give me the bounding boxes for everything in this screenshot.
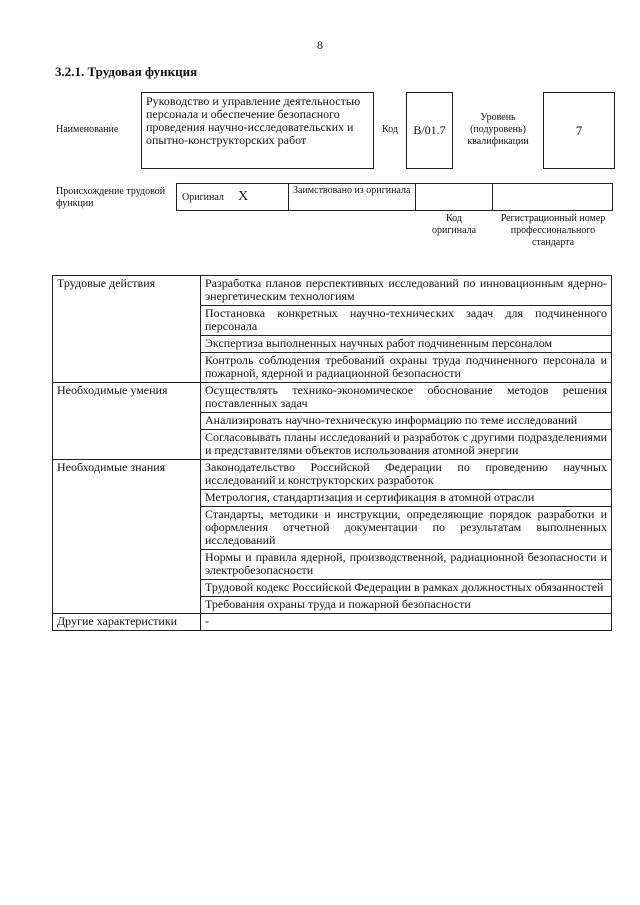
level-value: 7 (575, 123, 583, 138)
table-row (53, 383, 612, 413)
item-cell: Нормы и правила ядерной, производственной, радиационной безопасности и электробезопасности (201, 550, 612, 580)
item-cell: Контроль соблюдения требований охраны труда подчиненного персонала и пожарной, ядерной и радиационной безопасности (201, 353, 612, 383)
item-cell: - (201, 614, 612, 631)
item-cell: Требования охраны труда и пожарной безопасности (201, 597, 612, 614)
page-number: 8 (317, 38, 323, 52)
code-original-caption: Код оригинала (431, 213, 477, 236)
function-name-text: Руководство и управление деятельностью персонала и обеспечение безопасного проведения научно-исследовательских и опытно-конструкторских работ (146, 94, 361, 147)
code-value: B/01.7 (413, 123, 446, 137)
item-cell: Согласовывать планы исследований и разработок с другими подразделениями и представителями объектов использования атомной энергии (201, 430, 612, 460)
origin-divider-1 (288, 183, 289, 211)
item-cell: Трудовой кодекс Российской Федерации в рамках должностных обязанностей (201, 580, 612, 597)
name-label: Наименование (56, 124, 119, 135)
competency-table (52, 275, 612, 631)
category-cell: Необходимые умения (53, 383, 201, 460)
level-label: Уровень (подуровень) квалификации (467, 112, 529, 147)
item-cell: Экспертиза выполненных научных работ подчиненным персоналом (201, 336, 612, 353)
code-label: Код (382, 124, 398, 135)
item-cell: Метрология, стандартизация и сертификация в атомной отрасли (201, 490, 612, 507)
item-cell: Осуществлять технико-экономическое обоснование методов решения поставленных задач (201, 383, 612, 413)
category-cell: Другие характеристики (53, 614, 201, 631)
table-row (53, 614, 612, 631)
function-name-box (141, 92, 374, 169)
table-row (53, 460, 612, 490)
origin-divider-3 (492, 183, 493, 211)
table-row (53, 276, 612, 306)
reg-number-caption: Регистрационный номер профессионального стандарта (500, 213, 606, 248)
item-cell: Стандарты, методики и инструкции, определяющие порядок разработки и оформления отчетной документации по результатам выполненных исследований (201, 507, 612, 550)
origin-divider-2 (415, 183, 416, 211)
section-title: 3.2.1. Трудовая функция (55, 64, 198, 79)
original-label: Оригинал (182, 192, 224, 203)
category-cell: Трудовые действия (53, 276, 201, 383)
code-box (406, 92, 453, 169)
item-cell: Законодательство Российской Федерации по проведению научных исследований и конструкторских разработок (201, 460, 612, 490)
item-cell: Анализировать научно-техническую информацию по теме исследований (201, 413, 612, 430)
original-mark: X (238, 189, 249, 204)
item-cell: Разработка планов перспективных исследований по инновационным ядерно-энергетическим технологиям (201, 276, 612, 306)
level-box (543, 92, 615, 169)
origin-label: Происхождение трудовой функции (56, 186, 166, 209)
borrowed-label: Заимствовано из оригинала (293, 185, 411, 196)
item-cell: Постановка конкретных научно-технических задач для подчиненного персонала (201, 306, 612, 336)
category-cell: Необходимые знания (53, 460, 201, 614)
